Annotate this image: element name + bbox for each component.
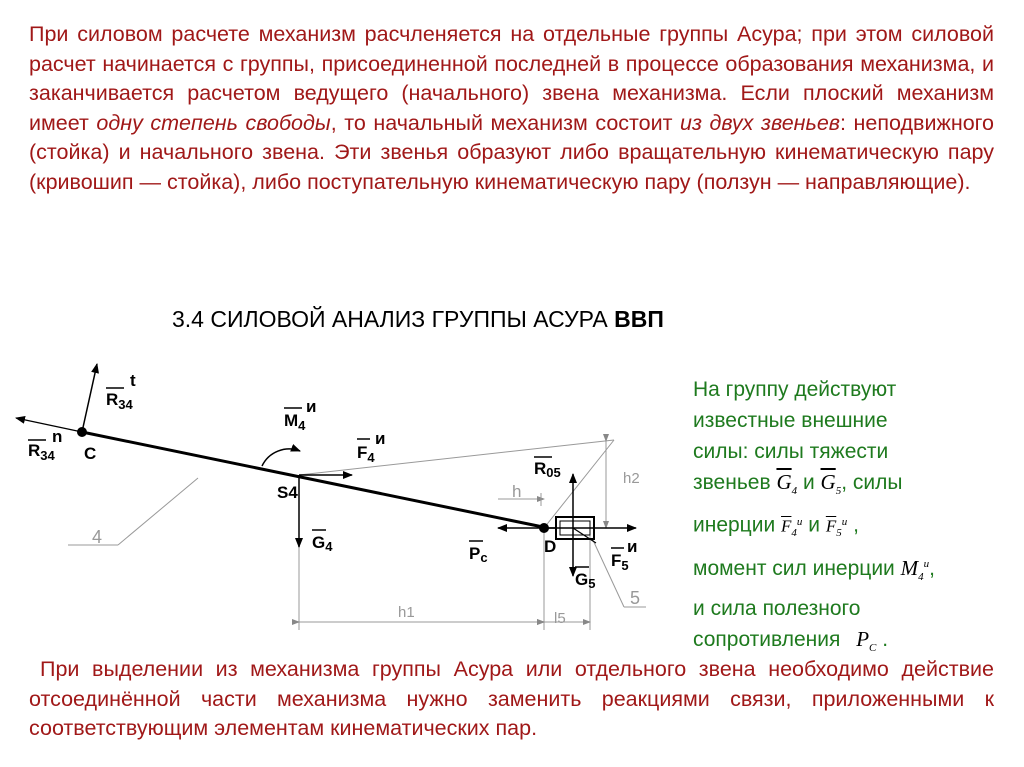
section-heading-bold: ВВП (614, 306, 664, 332)
r34t-arrow (82, 364, 97, 432)
link-4 (82, 432, 543, 527)
m4-symbol: $M_4^и$ (900, 556, 930, 584)
side-line-2: известные внешние (693, 409, 888, 432)
side-description (693, 374, 1013, 665)
side-line-5-and: и (808, 513, 820, 537)
intro-text-2: , то начальный механизм состоит (330, 110, 681, 135)
f5-label (611, 537, 637, 573)
side-line-6-end: , (929, 557, 935, 581)
r34t-label (106, 371, 136, 412)
intro-emphasis-1: одну степень свободы (96, 110, 331, 135)
side-line-3: силы: силы тяжести (693, 440, 889, 463)
h2-label: h2 (623, 470, 640, 487)
side-line-4 (693, 467, 1013, 507)
l5-label: l5 (554, 610, 566, 627)
svg-text:F5: $F_5$ (611, 551, 629, 573)
g5-symbol: $\overline{G}_5$ (820, 470, 842, 498)
svg-text:G5: G5 (575, 570, 596, 591)
g4-symbol: $\overline{G}_4$ (776, 470, 798, 498)
section-heading-text: 3.4 СИЛОВОЙ АНАЛИЗ ГРУППЫ АСУРА (172, 306, 608, 332)
svg-text:R05: R05 (534, 459, 561, 480)
side-line-7: и сила полезного (693, 597, 861, 621)
svg-text:R34: $R_{34}$ (28, 441, 55, 463)
side-line-6 (693, 549, 1013, 593)
side-line-5-end: , (853, 513, 859, 537)
f4-label (357, 429, 385, 465)
intro-text-3: : неподвижного (стойка) и начального звена. Эти звенья образуют либо вращательную кинематическую пару (кривошип — стойка), либо поступательную кинематическую пару (ползун — направляющие). (29, 110, 995, 194)
g5-label (575, 567, 595, 591)
h1-label: h1 (398, 604, 415, 621)
svg-text:и: и (627, 537, 638, 556)
side-line-4-end: , силы (841, 471, 903, 494)
svg-text:n: n (52, 427, 63, 446)
svg-text:G4: G4 (312, 533, 333, 554)
side-line-5 (693, 507, 1013, 549)
pc-label (469, 541, 488, 565)
link-4-label: 4 (92, 527, 103, 547)
side-line-4-and: и (802, 471, 815, 494)
side-line-4-text: звеньев (693, 471, 771, 494)
svg-text:R34: $R_{34}$ (106, 390, 133, 412)
side-line-8-text: сопротивления (693, 628, 841, 652)
f4-symbol: $\overline{F}_4^и$ (781, 516, 803, 540)
svg-text:M4: $M_4$ (284, 411, 306, 433)
svg-text:и: и (306, 397, 317, 416)
side-line-6-text: момент сил инерции (693, 557, 895, 581)
link-5-label: 5 (630, 588, 641, 608)
h-label: h (512, 482, 522, 501)
intro-text-1: При силовом расчете механизм расчленяется на отдельные группы Асура; при этом силовой расчет начинается с группы, присоединенной последней в процессе образования механизма, и заканчивается расчетом ведущего (начального) звена механизма. Если плоский механизм имеет (29, 22, 994, 135)
pc-symbol: $P_C$ (856, 627, 877, 655)
m4-label (284, 397, 316, 433)
svg-text:t: t (130, 371, 136, 390)
m4-arc (262, 449, 300, 466)
svg-text:Pc: Pc (469, 544, 488, 565)
r05-label (534, 457, 561, 480)
r34n-label (28, 427, 62, 463)
side-line-1: На группу действуют (693, 378, 897, 401)
side-line-5-text: инерции (693, 513, 776, 537)
link-4-extension-left (16, 418, 82, 432)
d-label: D (544, 537, 557, 556)
c-label: C (84, 444, 97, 463)
f5-symbol: $\overline{F}_5^и$ (825, 516, 848, 540)
svg-text:F4: $F_4$ (357, 443, 375, 465)
side-line-8-end: . (882, 628, 889, 652)
svg-text:и: и (375, 429, 386, 448)
intro-emphasis-2: из двух звеньев (680, 110, 840, 135)
closing-paragraph: При выделении из механизма группы Асура или отдельного звена необходимо действие отсоединённой части механизма нужно заменить реакциями связи, приложенными к соответствующим элементам кинематических пар. (29, 657, 994, 741)
g4-label (312, 530, 333, 554)
s4-label: S4 (277, 483, 298, 502)
